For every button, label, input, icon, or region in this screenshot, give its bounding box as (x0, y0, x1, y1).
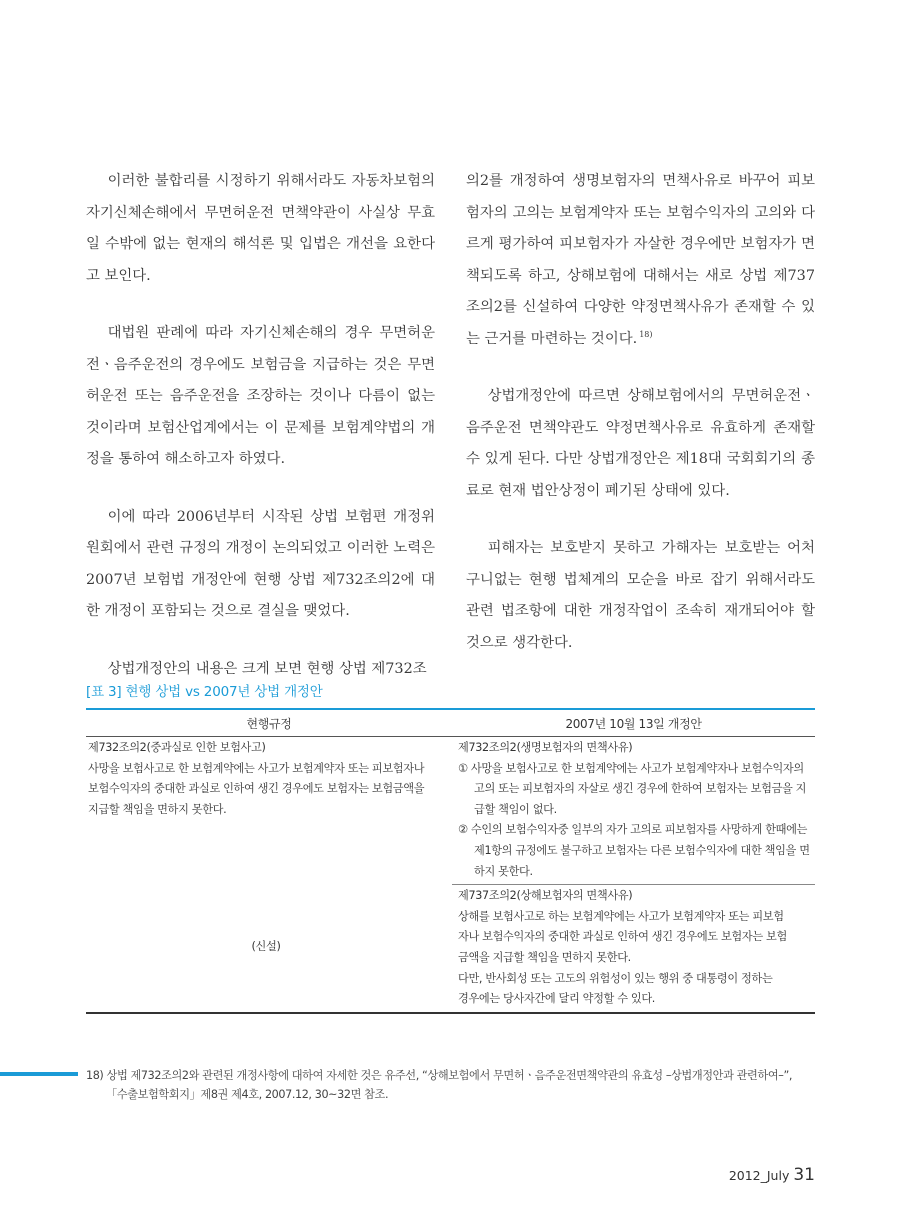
table-caption: [표 3] 현행 상법 vs 2007년 상법 개정안 (86, 684, 323, 700)
body-paragraph: 이러한 불합리를 시정하기 위해서라도 자동차보험의 자기신체손해에서 무면허운전 면책약관이 사실상 무효일 수밖에 없는 현재의 해석론 및 입법은 개선을 요한다고 보인다. (86, 173, 435, 284)
footnote-accent-bar (0, 1072, 78, 1076)
page-number: 31 (793, 1165, 815, 1185)
provision-item: ② 수인의 보험수익자중 일부의 자가 고의로 피보험자를 사망하게 한때에는 제1항의 규정에도 불구하고 보험자는 다른 보험수익자에 대한 책임을 면하지 못한다. (458, 823, 810, 878)
provision-item: ① 사망을 보험사고로 한 보험계약에는 사고가 보험계약자나 보험수익자의 고의 또는 피보험자의 자살로 생긴 경우에 한하여 보험자는 보험금을 지급할 책임이 없다. (458, 761, 807, 816)
provision-text: 금액을 지급할 책임을 면하지 못한다. (458, 950, 631, 964)
body-paragraph-continued (466, 166, 815, 355)
provision-text: 자나 보험수익자의 중대한 과실로 인하여 생긴 경우에도 보험자는 보험 (458, 930, 787, 944)
body-paragraph: 피해자는 보호받지 못하고 가해자는 보호받는 어처구니없는 현행 법체계의 모순을 바로 잡기 위해서라도 관련 법조항에 대한 개정작업이 조속히 재개되어야 할 것으로 생각한다. (466, 540, 815, 651)
body-paragraph: 이에 따라 2006년부터 시작된 상법 보험편 개정위원회에서 관련 규정의 개정이 논의되었고 이러한 노력은 2007년 보험법 개정안에 현행 상법 제732조의2에 대한 개정이 포함되는 것으로 결실을 맺었다. (86, 508, 435, 619)
comparison-table (86, 708, 815, 1014)
body-columns (86, 166, 815, 711)
body-paragraph: 상법개정안에 따르면 상해보험에서의 무면허운전ㆍ음주운전 면책약관도 약정면책사유로 유효하게 존재할 수 있게 된다. 다만 상법개정안은 제18대 국회회기의 종료로 현재 법안상정이 폐기된 상태에 있다. (466, 388, 815, 499)
provision-text: 경우에는 당사자간에 달리 약정할 수 있다. (458, 992, 656, 1006)
provision-text: 보험수익자의 중대한 과실로 인하여 생긴 경우에도 보험자는 보험금액을 (88, 782, 425, 796)
amendment-732-cell (452, 737, 815, 885)
body-paragraph: 대법원 판례에 따라 자기신체손해의 경우 무면허운전ㆍ음주운전의 경우에도 보험금을 지급하는 것은 무면허운전 또는 음주운전을 조장하는 것이나 다름이 없는 것이라며 보험산업계에서는 이 문제를 보험계약법의 개정을 통하여 해소하고자 하였다. (86, 325, 435, 467)
footnote-18: 18) 상법 제732조의2와 관련된 개정사항에 대하여 자세한 것은 유주선, “상해보험에서 무면허ㆍ음주운전면책약관의 유효성 –상법개정안과 관련하여–”, 「수출보험학회지」제8권 제4호, 2007.12, 30~32면 참조. (86, 1069, 793, 1101)
left-column (86, 166, 435, 711)
provision-title: 제732조의2(중과실로 인한 보험사고) (88, 741, 266, 754)
table-row (86, 885, 815, 1013)
body-paragraph: 상법개정안의 내용은 크게 보면 현행 상법 제732조 (107, 660, 427, 677)
provision-text: 지급할 책임을 면하지 못한다. (88, 802, 227, 816)
table-header-current: 현행규정 (86, 709, 452, 737)
amendment-737-cell (452, 885, 815, 1013)
provision-text: 사망을 보험사고로 한 보험계약에는 사고가 보험계약자 또는 피보험자나 (88, 761, 425, 775)
table-header-amendment: 2007년 10월 13일 개정안 (452, 709, 815, 737)
provision-text: 다만, 반사회성 또는 고도의 위험성이 있는 행위 중 대통령이 정하는 (458, 971, 773, 985)
page-footer (729, 1165, 815, 1185)
table-row (86, 737, 815, 885)
provision-title: 제732조의2(생명보험자의 면책사유) (458, 741, 633, 754)
issue-label: 2012_July (728, 1168, 790, 1183)
right-column (466, 166, 815, 711)
provision-text: 상해를 보험사고로 하는 보험계약에는 사고가 보험계약자 또는 피보험 (458, 909, 784, 923)
continued-text: 의2를 개정하여 생명보험자의 면책사유로 바꾸어 피보험자의 고의는 보험계약자 또는 보험수익자의 고의와 다르게 평가하여 피보험자가 자살한 경우에만 보험자가 면책되도록 하고, 상해보험에 대해서는 새로 상법 제737조의2를 신설하여 다양한 약정면책사유가 존재할 수 있는 근거를 마련하는 것이다. (466, 173, 815, 347)
new-provision-label: (신설) (86, 885, 452, 1013)
footnote-reference[interactable]: 18) (639, 329, 653, 339)
current-732-cell (86, 737, 452, 885)
provision-title: 제737조의2(상해보험자의 면책사유) (458, 889, 633, 903)
